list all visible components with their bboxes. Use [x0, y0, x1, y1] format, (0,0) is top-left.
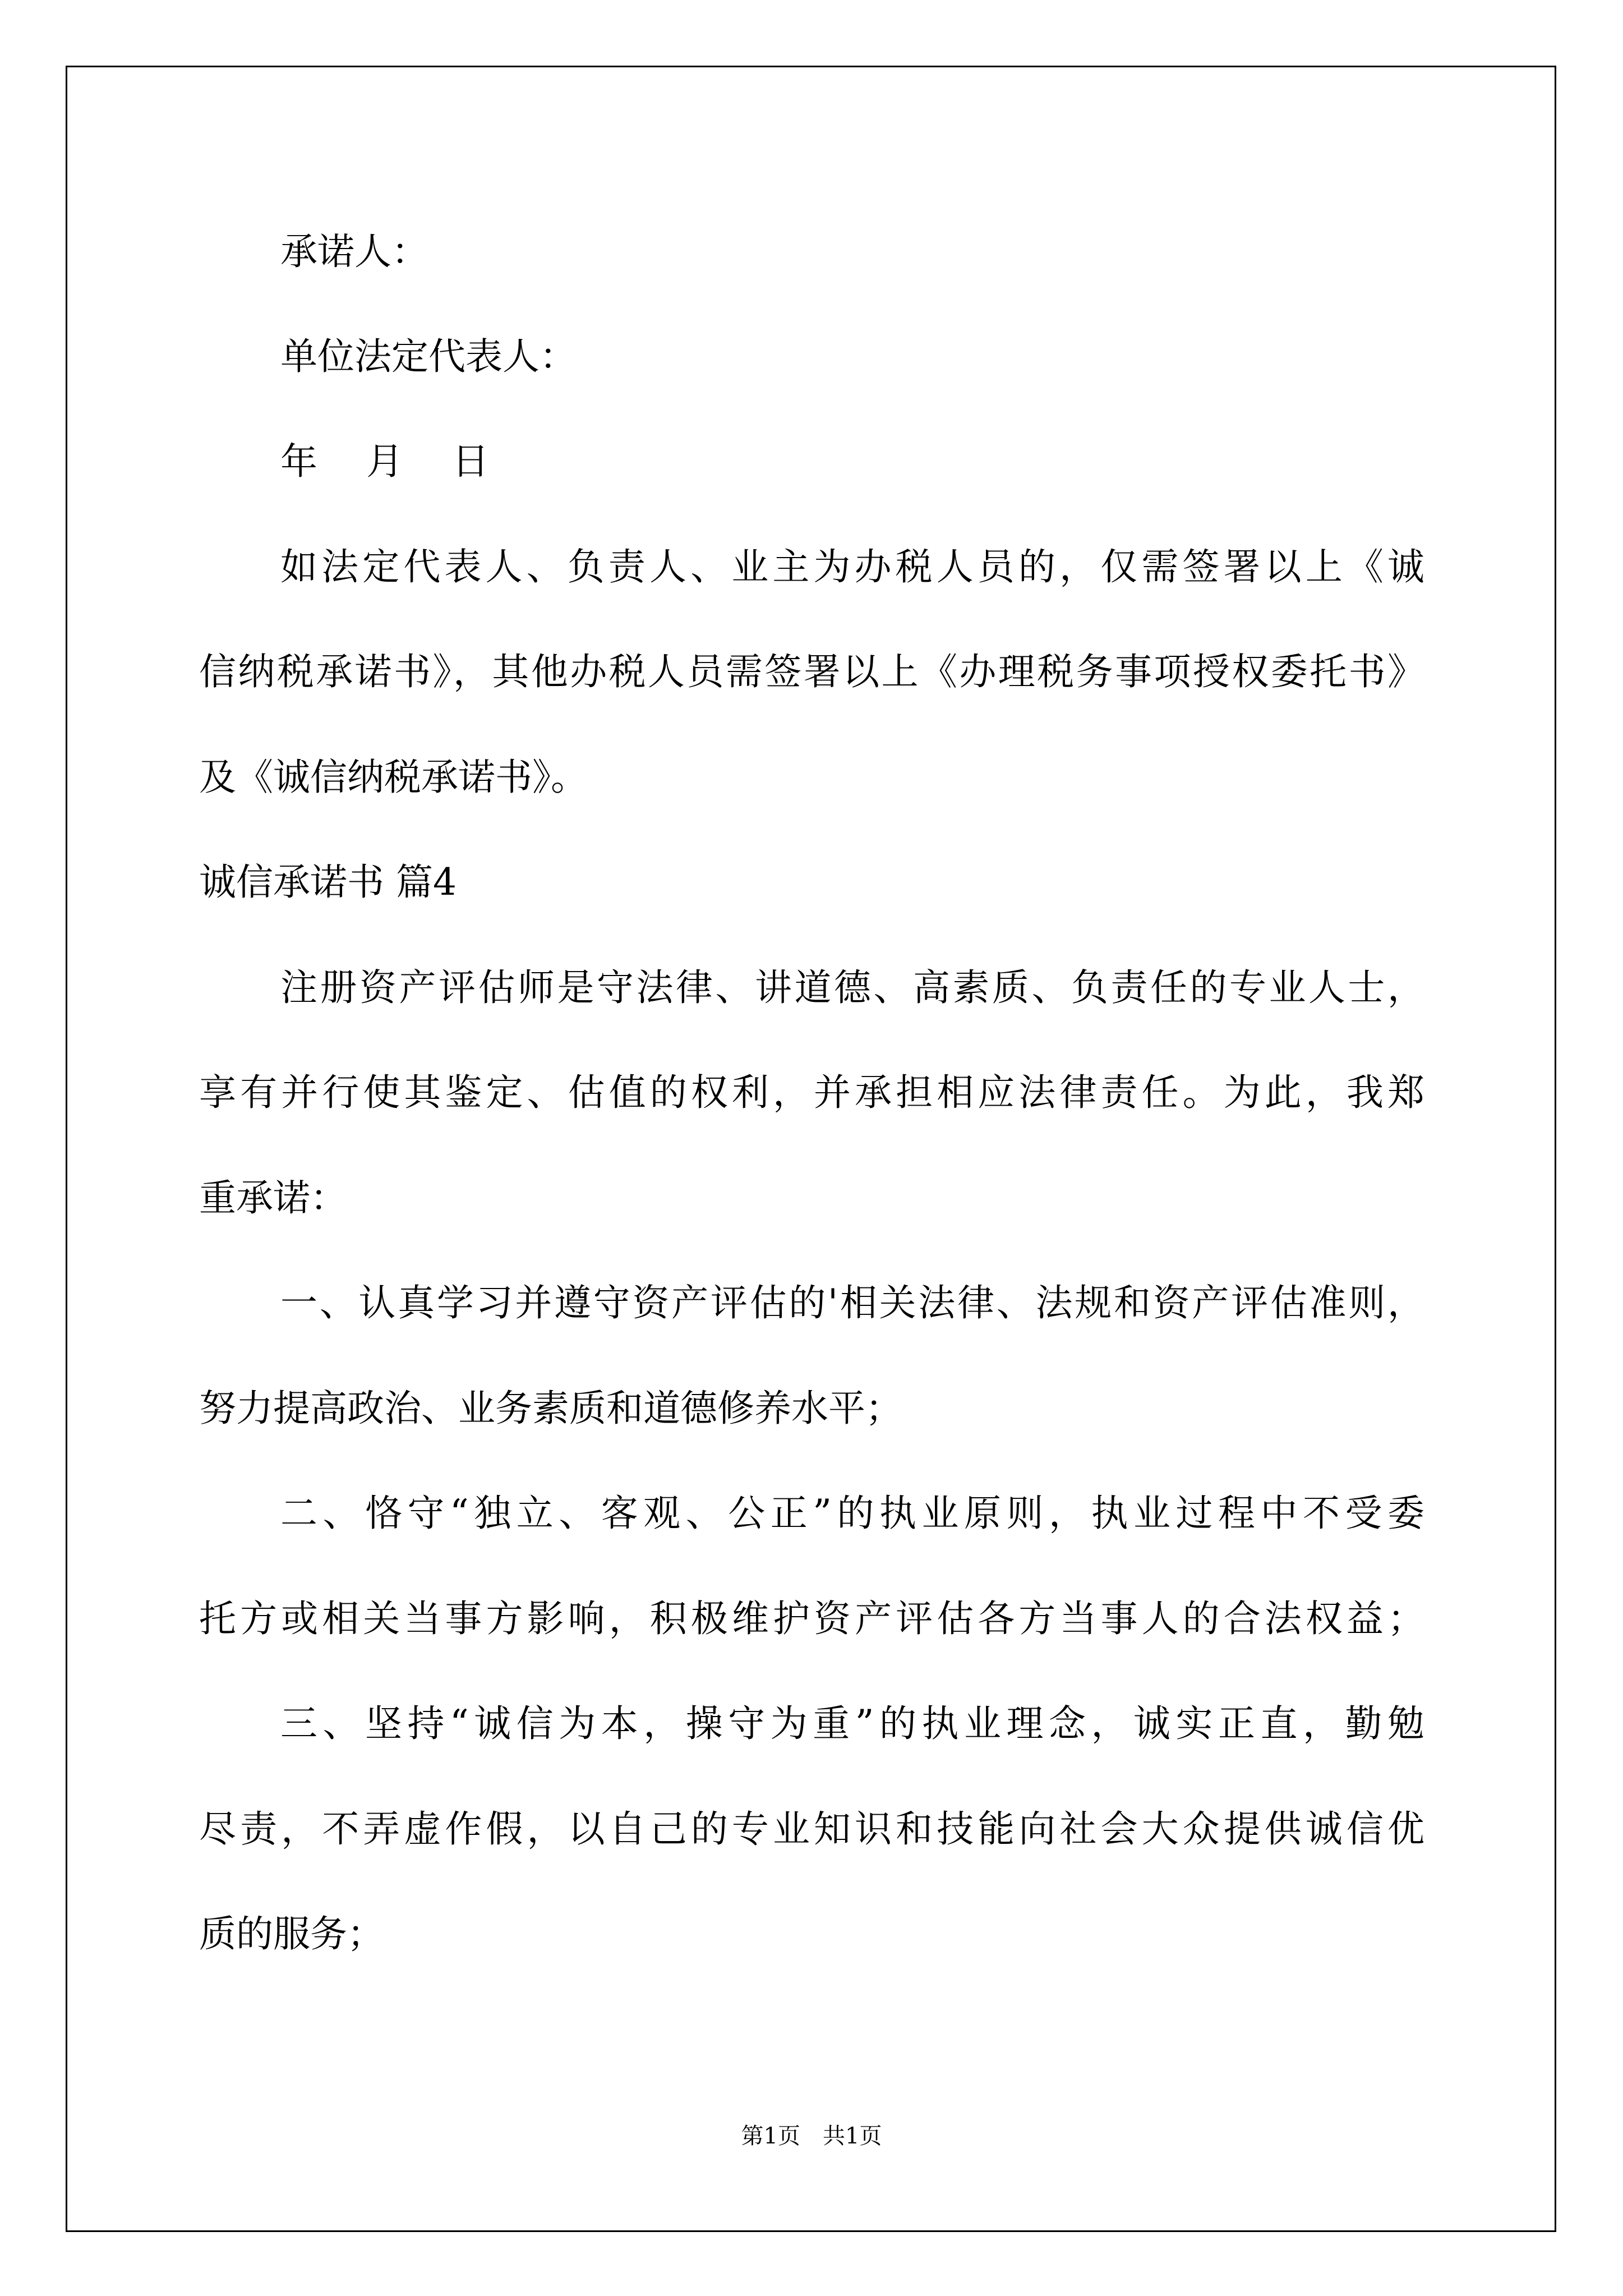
paragraph-line: 质的服务； — [199, 1912, 384, 1955]
paragraph-line: 如法定代表人、负责人、业主为办税人员的，仅需签署以上《诚 — [280, 545, 1424, 588]
paragraph-line: 托方或相关当事方影响，积极维护资产评估各方当事人的合法权益； — [199, 1597, 1424, 1640]
paragraph-line: 信纳税承诺书》，其他办税人员需签署以上《办理税务事项授权委托书》 — [199, 650, 1424, 693]
paragraph-line: 尽责，不弄虚作假，以自己的专业知识和技能向社会大众提供诚信优 — [199, 1807, 1424, 1851]
paragraph-line: 三、坚持“诚信为本，操守为重”的执业理念，诚实正直，勤勉 — [280, 1702, 1424, 1745]
paragraph-line: 享有并行使其鉴定、估值的权利，并承担相应法律责任。为此，我郑 — [199, 1071, 1424, 1114]
page-number-footer: 第1页 共1页 — [741, 2123, 882, 2149]
paragraph-line: 重承诺： — [199, 1176, 347, 1220]
paragraph-line: 及《诚信纳税承诺书》。 — [199, 756, 588, 799]
paragraph-line: 一、认真学习并遵守资产评估的'相关法律、法规和资产评估准则， — [280, 1281, 1424, 1324]
signatory-label: 承诺人： — [280, 230, 428, 273]
page-border — [66, 66, 1556, 2232]
legal-representative-label: 单位法定代表人： — [280, 335, 577, 378]
paragraph-line: 努力提高政治、业务素质和道德修养水平； — [199, 1387, 902, 1430]
section-heading: 诚信承诺书 篇4 — [199, 861, 457, 904]
paragraph-line: 二、恪守“独立、客观、公正”的执业原则，执业过程中不受委 — [280, 1492, 1424, 1535]
paragraph-line: 注册资产评估师是守法律、讲道德、高素质、负责任的专业人士， — [280, 966, 1424, 1009]
date-line: 年 月 日 — [280, 440, 489, 483]
